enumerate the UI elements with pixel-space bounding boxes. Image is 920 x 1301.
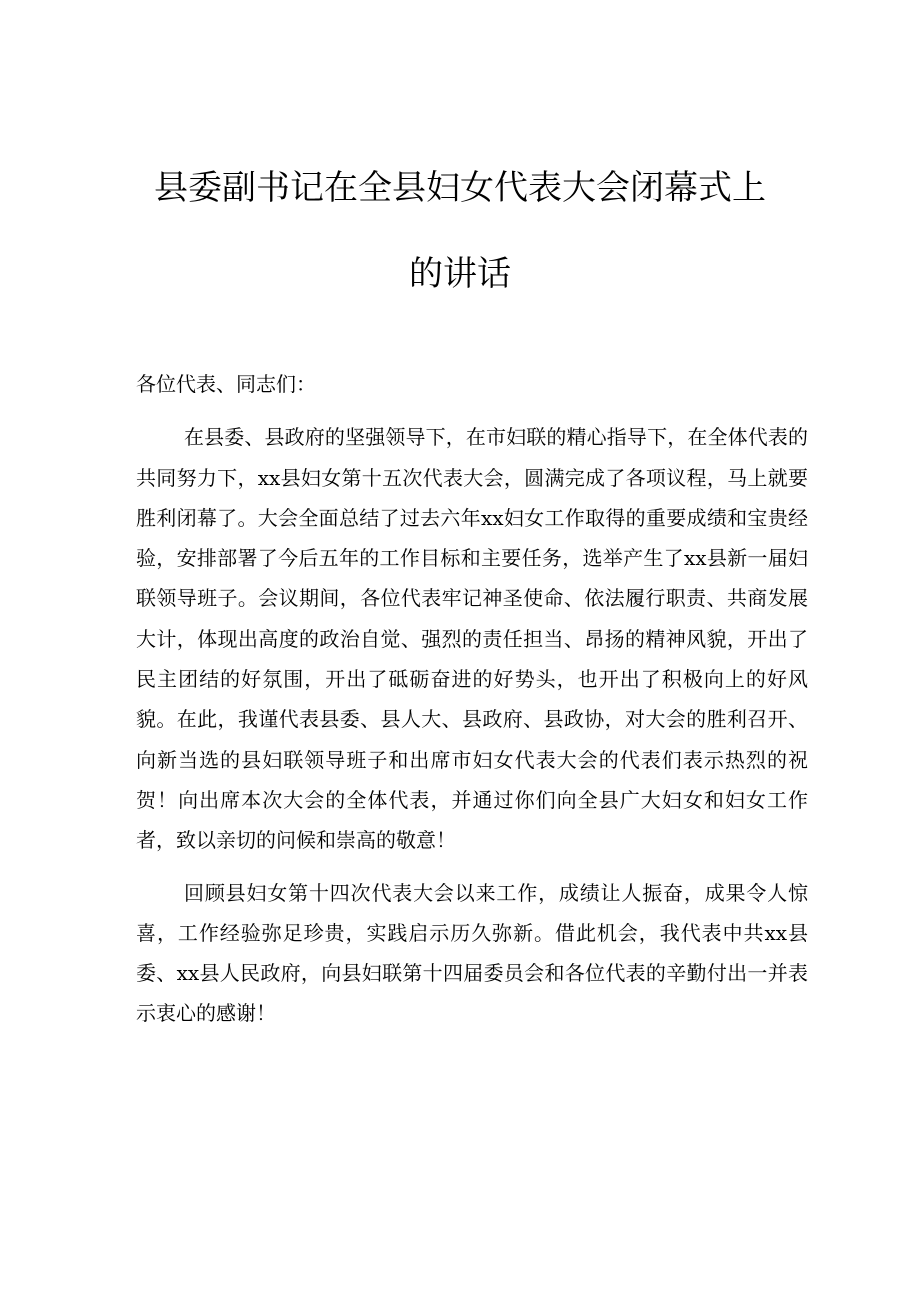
document-title-line-1: 县委副书记在全县妇女代表大会闭幕式上 xyxy=(154,168,766,208)
document-body xyxy=(136,364,808,1034)
paragraph-2: 回顾县妇女第十四次代表大会以来工作，成绩让人振奋，成果令人惊喜，工作经验弥足珍贵，实践启示历久弥新。借此机会，我代表中共xx县委、xx县人民政府，向县妇联第十四届委员会和各位代表的辛勤付出一并表示衷心的感谢！ xyxy=(136,880,808,1026)
paragraph-1: 在县委、县政府的坚强领导下，在市妇联的精心指导下，在全体代表的共同努力下，xx县妇女第十五次代表大会，圆满完成了各项议程，马上就要胜利闭幕了。大会全面总结了过去六年xx妇女工作取得的重要成绩和宝贵经验，安排部署了今后五年的工作目标和主要任务，选举产生了xx县新一届妇联领导班子。会议期间，各位代表牢记神圣使命、依法履行职责、共商发展大计，体现出高度的政治自觉、强烈的责任担当、昂扬的精神风貌，开出了民主团结的好氛围，开出了砥砺奋进的好势头，也开出了积极向上的好风貌。在此，我谨代表县委、县人大、县政府、县政协，对大会的胜利召开、向新当选的县妇联领导班子和出席市妇女代表大会的代表们表示热烈的祝贺！向出席本次大会的全体代表，并通过你们向全县广大妇女和妇女工作者，致以亲切的问候和崇高的敬意！ xyxy=(136,425,808,853)
salutation: 各位代表、同志们： xyxy=(136,372,316,396)
document-title-line-2: 的讲话 xyxy=(409,254,511,294)
